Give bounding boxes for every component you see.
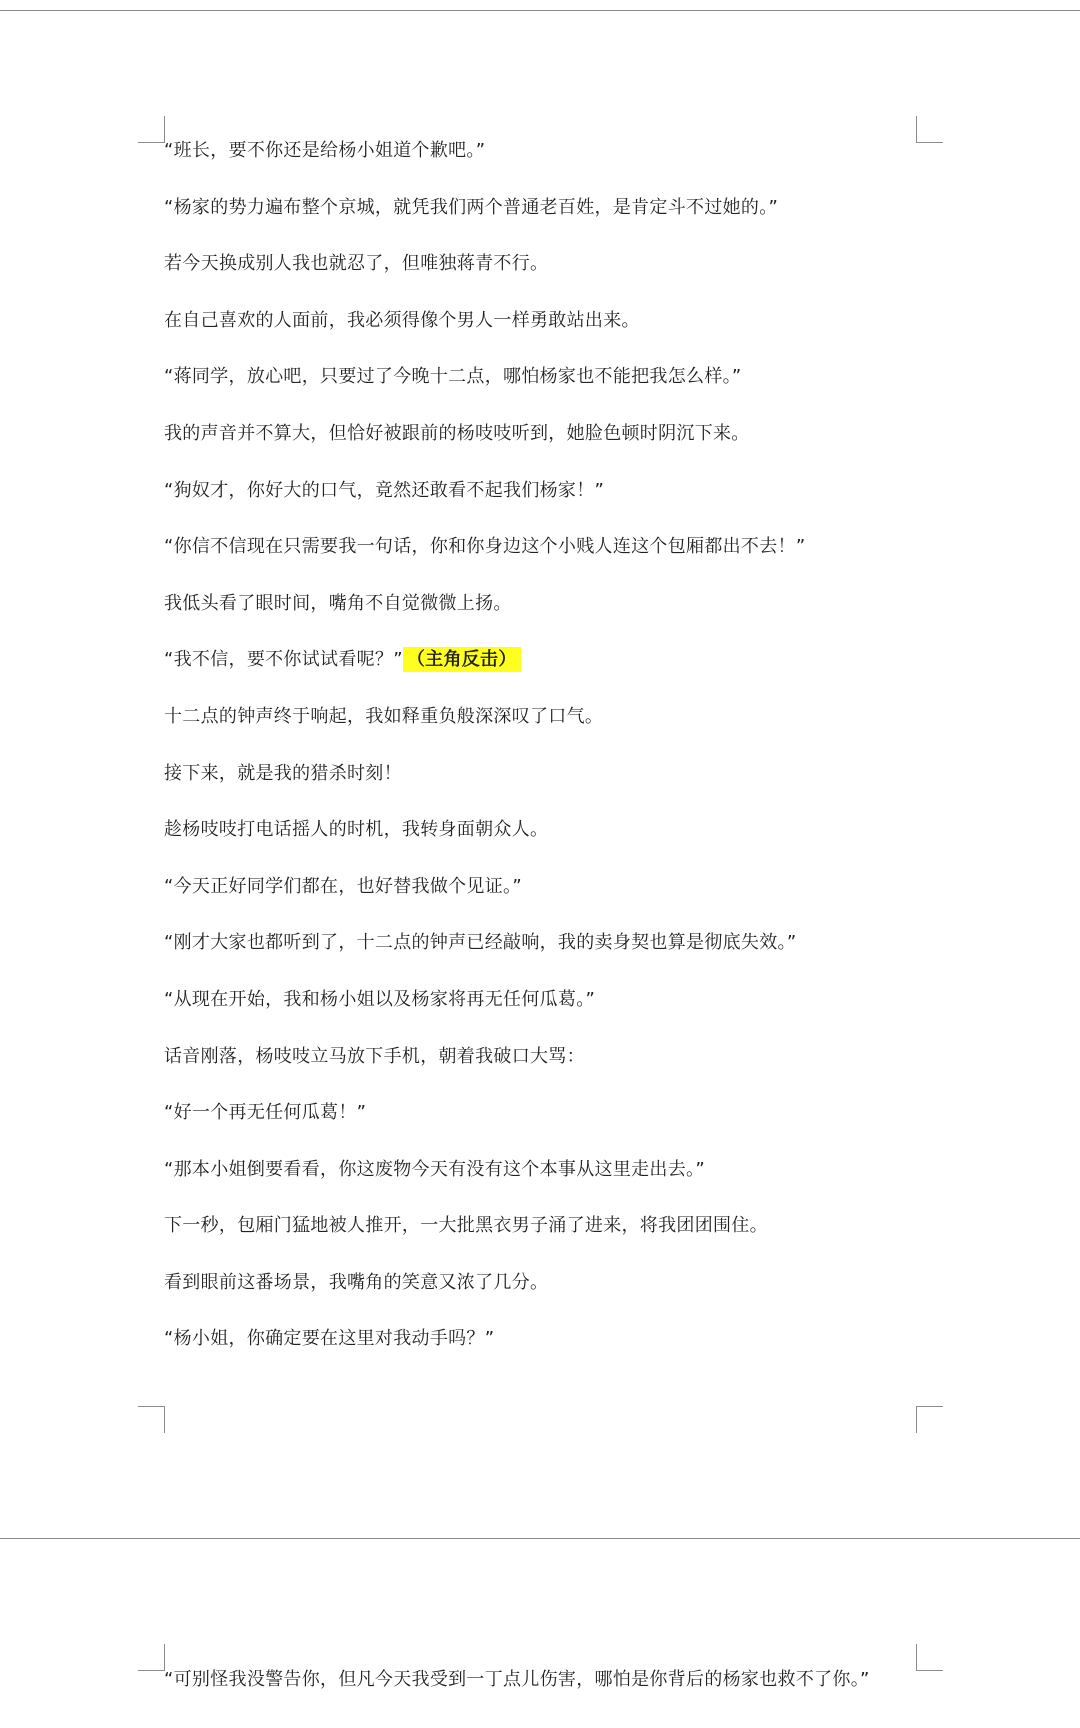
paragraph: “杨小姐，你确定要在这里对我动手吗？”: [164, 1328, 495, 1350]
paragraph: “今天正好同学们都在，也好替我做个见证。”: [164, 875, 522, 897]
paragraph: 若今天换成别人我也就忍了，但唯独蒋青不行。: [164, 253, 549, 275]
crop-mark-top-right: [916, 1644, 943, 1671]
crop-mark-bottom-right: [916, 1406, 943, 1433]
crop-mark-bottom-left: [138, 1406, 165, 1433]
page-divider-top: [0, 10, 1080, 11]
paragraph: “你信不信现在只需要我一句话，你和你身边这个小贱人连这个包厢都出不去！”: [164, 536, 806, 558]
paragraph-text: “我不信，要不你试试看呢？”: [164, 649, 403, 671]
crop-mark-top-left: [138, 116, 165, 143]
paragraph: “蒋同学，放心吧，只要过了今晚十二点，哪怕杨家也不能把我怎么样。”: [164, 366, 742, 388]
paragraph: “班长，要不你还是给杨小姐道个歉吧。”: [164, 140, 486, 161]
paragraph: 看到眼前这番场景，我嘴角的笑意又浓了几分。: [164, 1271, 549, 1293]
paragraph: “刚才大家也都听到了，十二点的钟声已经敲响，我的卖身契也算是彻底失效。”: [164, 932, 797, 954]
document-page-1: [164, 139, 944, 1384]
paragraph: 在自己喜欢的人面前，我必须得像个男人一样勇敢站出来。: [164, 309, 640, 331]
highlighted-paragraph: [164, 648, 944, 672]
paragraph: 下一秒，包厢门猛地被人推开，一大批黑衣男子涌了进来，将我团团围住。: [164, 1215, 768, 1237]
page-divider-break: [0, 1538, 1080, 1539]
paragraph: “狗奴才，你好大的口气，竟然还敢看不起我们杨家！”: [164, 479, 605, 501]
document-page-2: [164, 1668, 944, 1725]
paragraph: “可别怪我没警告你，但凡今天我受到一丁点儿伤害，哪怕是你背后的杨家也救不了你。”: [164, 1669, 870, 1690]
paragraph: 趁杨吱吱打电话摇人的时机，我转身面朝众人。: [164, 819, 549, 841]
highlighted-note: （主角反击）: [403, 647, 521, 672]
paragraph: “从现在开始，我和杨小姐以及杨家将再无任何瓜葛。”: [164, 988, 596, 1010]
crop-mark-top-left: [138, 1644, 165, 1671]
paragraph: 话音刚落，杨吱吱立马放下手机，朝着我破口大骂：: [164, 1045, 585, 1067]
paragraph: 我低头看了眼时间，嘴角不自觉微微上扬。: [164, 592, 512, 614]
paragraph: 我的声音并不算大，但恰好被跟前的杨吱吱听到，她脸色顿时阴沉下来。: [164, 422, 750, 444]
paragraph: “杨家的势力遍布整个京城，就凭我们两个普通老百姓，是肯定斗不过她的。”: [164, 196, 779, 218]
paragraph: 接下来，就是我的猎杀时刻！: [164, 762, 402, 784]
paragraph: 十二点的钟声终于响起，我如释重负般深深叹了口气。: [164, 705, 604, 727]
paragraph: “那本小姐倒要看看，你这废物今天有没有这个本事从这里走出去。”: [164, 1158, 705, 1180]
paragraph: “好一个再无任何瓜葛！”: [164, 1102, 367, 1124]
